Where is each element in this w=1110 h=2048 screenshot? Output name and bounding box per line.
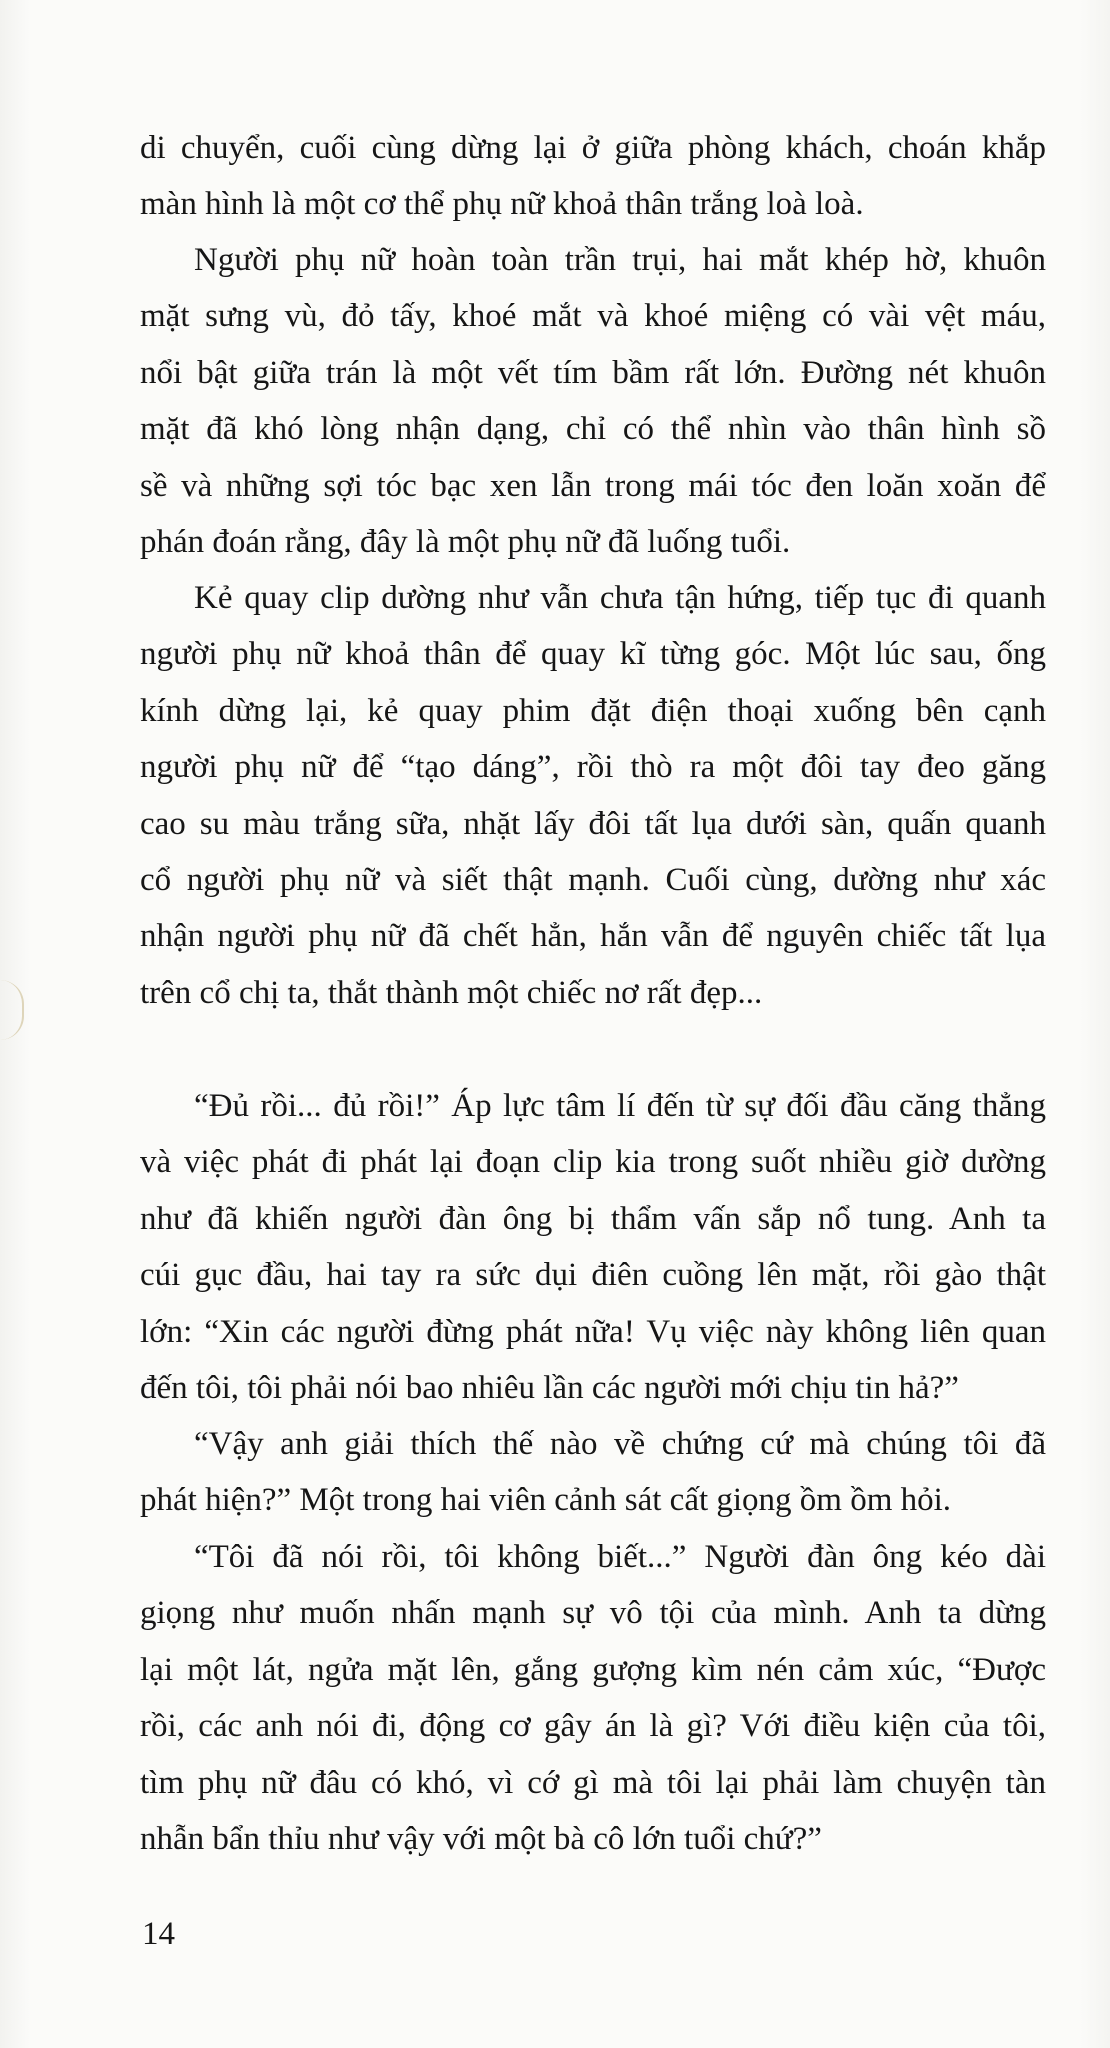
paragraph-6 bbox=[140, 1529, 1046, 1867]
text-line: trên cổ chị ta, thắt thành một chiếc nơ rất đẹp... bbox=[140, 974, 763, 1011]
text-line: lớn: “Xin các người đừng phát nữa! Vụ việc này không liên quan bbox=[140, 1313, 1046, 1350]
paragraph-5 bbox=[140, 1416, 1046, 1529]
page-edge-mark bbox=[0, 980, 24, 1040]
text-line: và việc phát đi phát lại đoạn clip kia trong suốt nhiều giờ dường bbox=[140, 1144, 1046, 1181]
text-line: lại một lát, ngửa mặt lên, gắng gượng kìm nén cảm xúc, “Được bbox=[140, 1651, 1046, 1688]
text-line: cao su màu trắng sữa, nhặt lấy đôi tất lụa dưới sàn, quấn quanh bbox=[140, 805, 1046, 842]
text-line: rồi, các anh nói đi, động cơ gây án là gì? Với điều kiện của tôi, bbox=[140, 1708, 1046, 1745]
text-line: mặt sưng vù, đỏ tấy, khoé mắt và khoé miệng có vài vệt máu, bbox=[140, 298, 1046, 335]
paragraph-1 bbox=[140, 120, 1046, 233]
text-line: màn hình là một cơ thể phụ nữ khoả thân trắng loà loà. bbox=[140, 186, 864, 223]
text-line: cổ người phụ nữ và siết thật mạnh. Cuối cùng, dường như xác bbox=[140, 861, 1046, 898]
paragraph-3 bbox=[140, 570, 1046, 1021]
text-line: nhận người phụ nữ đã chết hẳn, hắn vẫn để nguyên chiếc tất lụa bbox=[140, 918, 1046, 955]
text-line: giọng như muốn nhấn mạnh sự vô tội của mình. Anh ta dừng bbox=[140, 1595, 1046, 1632]
text-line: cúi gục đầu, hai tay ra sức dụi điên cuồng lên mặt, rồi gào thật bbox=[140, 1257, 1046, 1294]
paragraph-4 bbox=[140, 1078, 1046, 1416]
text-line: người phụ nữ khoả thân để quay kĩ từng góc. Một lúc sau, ống bbox=[140, 636, 1046, 673]
text-line: sề và những sợi tóc bạc xen lẫn trong mái tóc đen loăn xoăn để bbox=[140, 467, 1046, 504]
text-line: tìm phụ nữ đâu có khó, vì cớ gì mà tôi lại phải làm chuyện tàn bbox=[140, 1764, 1046, 1801]
text-line: kính dừng lại, kẻ quay phim đặt điện thoại xuống bên cạnh bbox=[140, 692, 1046, 729]
page-number: 14 bbox=[142, 1916, 175, 1952]
text-line: nhẫn bẩn thỉu như vậy với một bà cô lớn tuổi chứ?” bbox=[140, 1820, 822, 1857]
text-line: đến tôi, tôi phải nói bao nhiêu lần các người mới chịu tin hả?” bbox=[140, 1369, 959, 1406]
text-line: “Đủ rồi... đủ rồi!” Áp lực tâm lí đến từ sự đối đầu căng thẳng bbox=[194, 1088, 1046, 1124]
text-line: Người phụ nữ hoàn toàn trần trụi, hai mắt khép hờ, khuôn bbox=[194, 242, 1046, 278]
text-line: Kẻ quay clip dường như vẫn chưa tận hứng, tiếp tục đi quanh bbox=[194, 580, 1046, 616]
text-line: di chuyển, cuối cùng dừng lại ở giữa phòng khách, choán khắp bbox=[140, 130, 1046, 166]
paragraph-2 bbox=[140, 232, 1046, 570]
text-line: như đã khiến người đàn ông bị thẩm vấn sắp nổ tung. Anh ta bbox=[140, 1200, 1046, 1237]
text-line: mặt đã khó lòng nhận dạng, chỉ có thể nhìn vào thân hình sồ bbox=[140, 411, 1046, 448]
text-line: “Tôi đã nói rồi, tôi không biết...” Người đàn ông kéo dài bbox=[194, 1539, 1046, 1575]
text-line: phát hiện?” Một trong hai viên cảnh sát cất giọng ồm ồm hỏi. bbox=[140, 1482, 952, 1519]
text-line: nổi bật giữa trán là một vết tím bầm rất lớn. Đường nét khuôn bbox=[140, 354, 1046, 391]
text-line: “Vậy anh giải thích thế nào về chứng cứ mà chúng tôi đã bbox=[194, 1426, 1046, 1462]
text-line: phán đoán rằng, đây là một phụ nữ đã luống tuổi. bbox=[140, 523, 791, 560]
text-line: người phụ nữ để “tạo dáng”, rồi thò ra một đôi tay đeo găng bbox=[140, 749, 1046, 786]
